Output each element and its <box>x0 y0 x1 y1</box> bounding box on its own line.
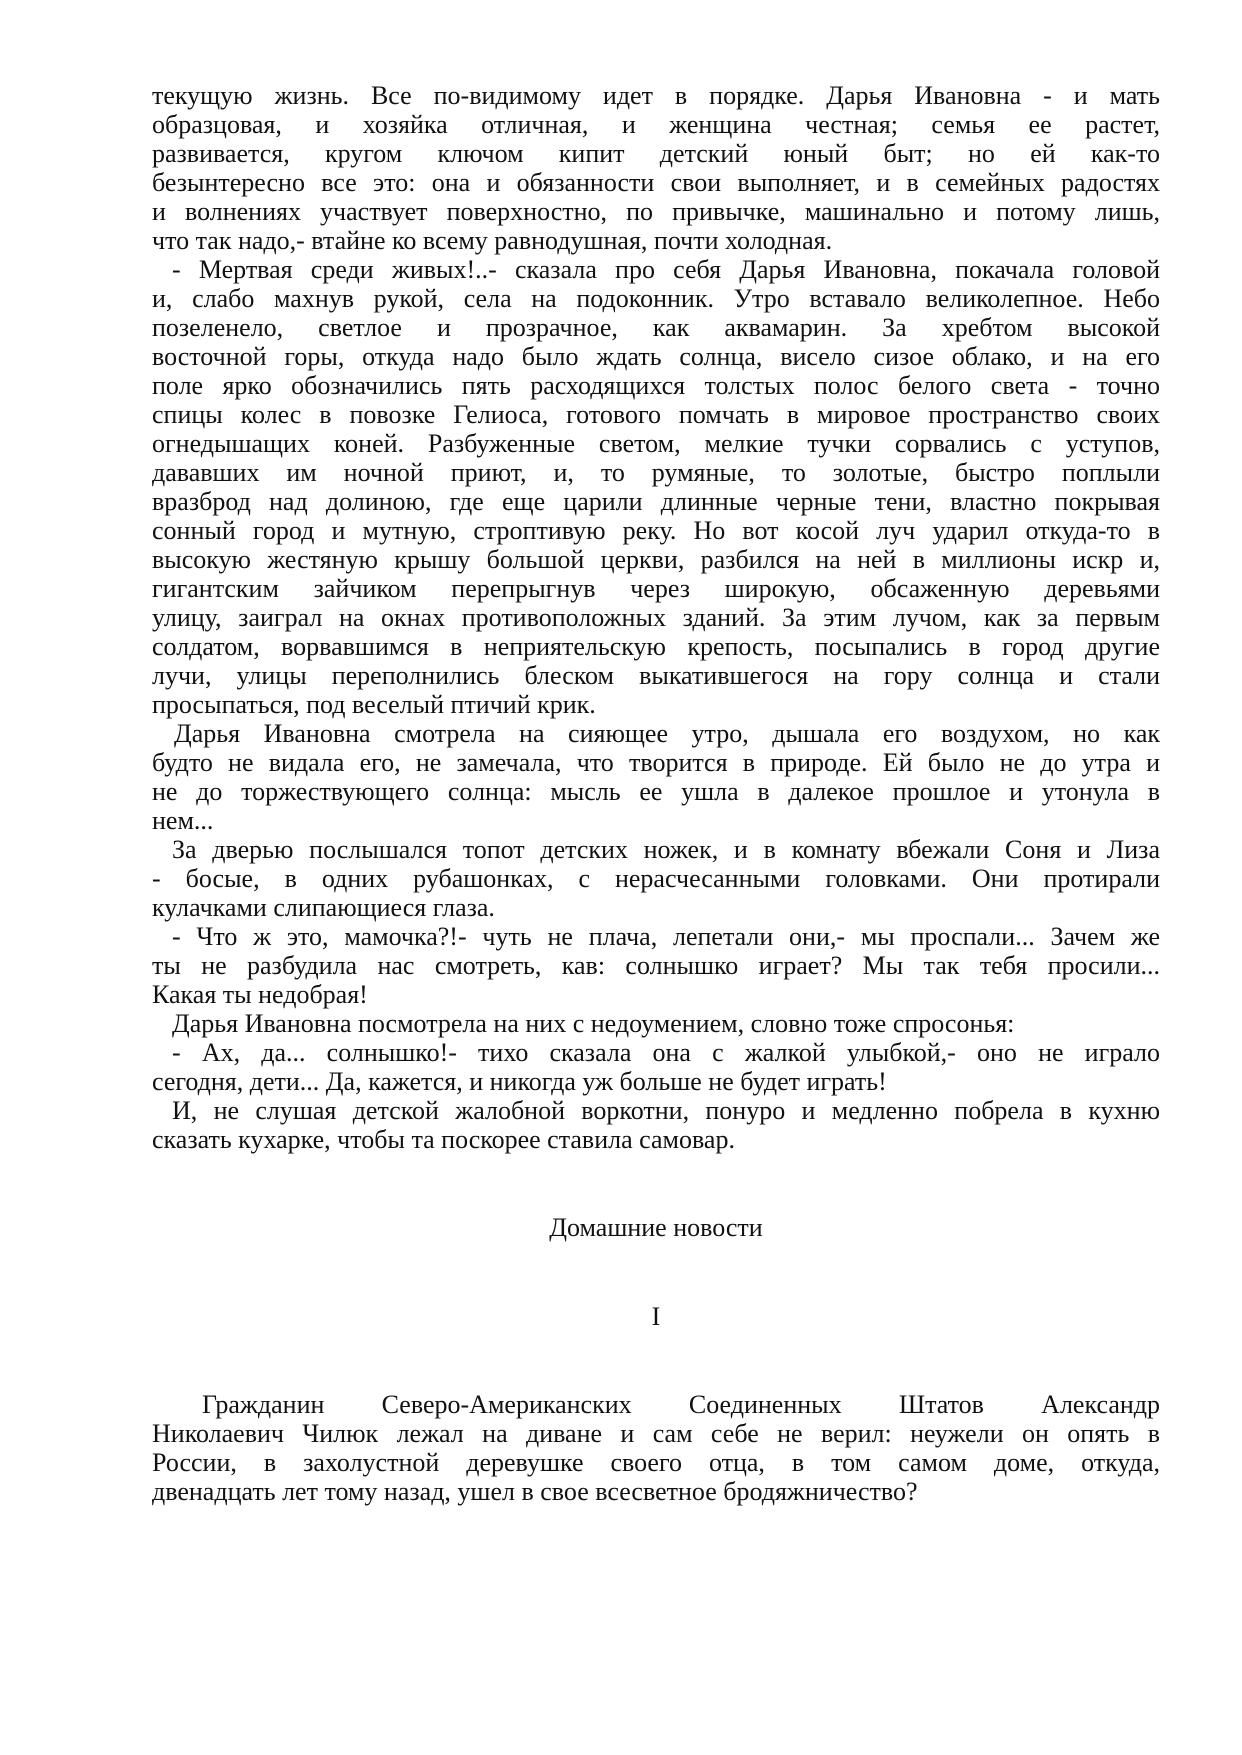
text-line: И, не слушая детской жалобной воркотни, понуро и медленно побрела в кухню <box>172 1096 1160 1125</box>
text-line: Николаевич Чилюк лежал на диване и сам себе не верил: неужели он опять в <box>152 1419 1160 1448</box>
text-line: не до торжествующего солнца: мысль ее ушла в далекое прошлое и утонула в <box>152 777 1160 806</box>
text-line: Дарья Ивановна посмотрела на них с недоумением, словно тоже спросонья: <box>172 1009 1015 1038</box>
text-line: образцовая, и хозяйка отличная, и женщина честная; семья ее растет, <box>152 110 1160 139</box>
section-title: Домашние новости <box>549 1213 763 1242</box>
text-line: лучи, улицы переполнились блеском выкатившегося на гору солнца и стали <box>152 661 1160 690</box>
text-line: спицы колес в повозке Гелиоса, готового помчать в мировое пространство своих <box>152 400 1160 429</box>
text-line: За дверью послышался топот детских ножек, и в комнату вбежали Соня и Лиза <box>172 835 1160 864</box>
text-line: нем... <box>152 806 214 835</box>
text-line: ты не разбудила нас смотреть, кав: солнышко играет? Мы так тебя просили... <box>152 951 1160 980</box>
text-line: огнедышащих коней. Разбуженные светом, мелкие тучки сорвались с уступов, <box>152 429 1160 458</box>
text-line: Дарья Ивановна смотрела на сияющее утро, дышала его воздухом, но как <box>174 719 1160 748</box>
text-line: Гражданин Северо-Американских Соединенных Штатов Александр <box>202 1390 1160 1419</box>
text-line: - Мертвая среди живых!..- сказала про себя Дарья Ивановна, покачала головой <box>172 255 1160 284</box>
text-line: улицу, заиграл на окнах противоположных зданий. За этим лучом, как за первым <box>152 603 1160 632</box>
text-line: сегодня, дети... Да, кажется, и никогда уж больше не будет играть! <box>152 1067 887 1096</box>
text-line: будто не видала его, не замечала, что творится в природе. Ей было не до утра и <box>152 748 1160 777</box>
text-line: - Что ж это, мамочка?!- чуть не плача, лепетали они,- мы проспали... Зачем же <box>172 922 1160 951</box>
text-line: текущую жизнь. Все по-видимому идет в порядке. Дарья Ивановна - и мать <box>152 81 1160 110</box>
text-line: высокую жестяную крышу большой церкви, разбился на ней в миллионы искр и, <box>152 545 1160 574</box>
text-line: поле ярко обозначились пять расходящихся толстых полос белого света - точно <box>152 371 1160 400</box>
text-line: сказать кухарке, чтобы та поскорее ставила самовар. <box>152 1125 735 1154</box>
text-line: сонный город и мутную, строптивую реку. Но вот косой луч ударил откуда-то в <box>152 516 1160 545</box>
text-line: и волнениях участвует поверхностно, по привычке, машинально и потому лишь, <box>152 197 1160 226</box>
text-line: солдатом, ворвавшимся в неприятельскую крепость, посыпались в город другие <box>152 632 1160 661</box>
text-line: просыпаться, под веселый птичий крик. <box>152 690 596 719</box>
text-line: - Ах, да... солнышко!- тихо сказала она с жалкой улыбкой,- оно не играло <box>172 1038 1160 1067</box>
text-line: безынтересно все это: она и обязанности свои выполняет, и в семейных радостях <box>152 168 1160 197</box>
text-line: - босые, в одних рубашонках, с нерасчесанными головками. Они протирали <box>152 864 1160 893</box>
text-line: развивается, кругом ключом кипит детский юный быт; но ей как-то <box>152 139 1160 168</box>
text-line: Какая ты недобрая! <box>152 980 368 1009</box>
text-line: вразброд над долиною, где еще царили длинные черные тени, властно покрывая <box>152 487 1160 516</box>
text-line: гигантским зайчиком перепрыгнув через широкую, обсаженную деревьями <box>152 574 1160 603</box>
chapter-number: I <box>651 1302 661 1331</box>
text-line: двенадцать лет тому назад, ушел в свое всесветное бродяжничество? <box>152 1477 918 1506</box>
text-line: и, слабо махнув рукой, села на подоконник. Утро вставало великолепное. Небо <box>152 284 1160 313</box>
text-line: позеленело, светлое и прозрачное, как аквамарин. За хребтом высокой <box>152 313 1160 342</box>
text-line: кулачками слипающиеся глаза. <box>152 893 495 922</box>
text-line: дававших им ночной приют, и, то румяные, то золотые, быстро поплыли <box>152 458 1160 487</box>
text-line: восточной горы, откуда надо было ждать солнца, висело сизое облако, и на его <box>152 342 1160 371</box>
text-line: что так надо,- втайне ко всему равнодушная, почти холодная. <box>152 226 833 255</box>
text-line: России, в захолустной деревушке своего отца, в том самом доме, откуда, <box>152 1448 1160 1477</box>
